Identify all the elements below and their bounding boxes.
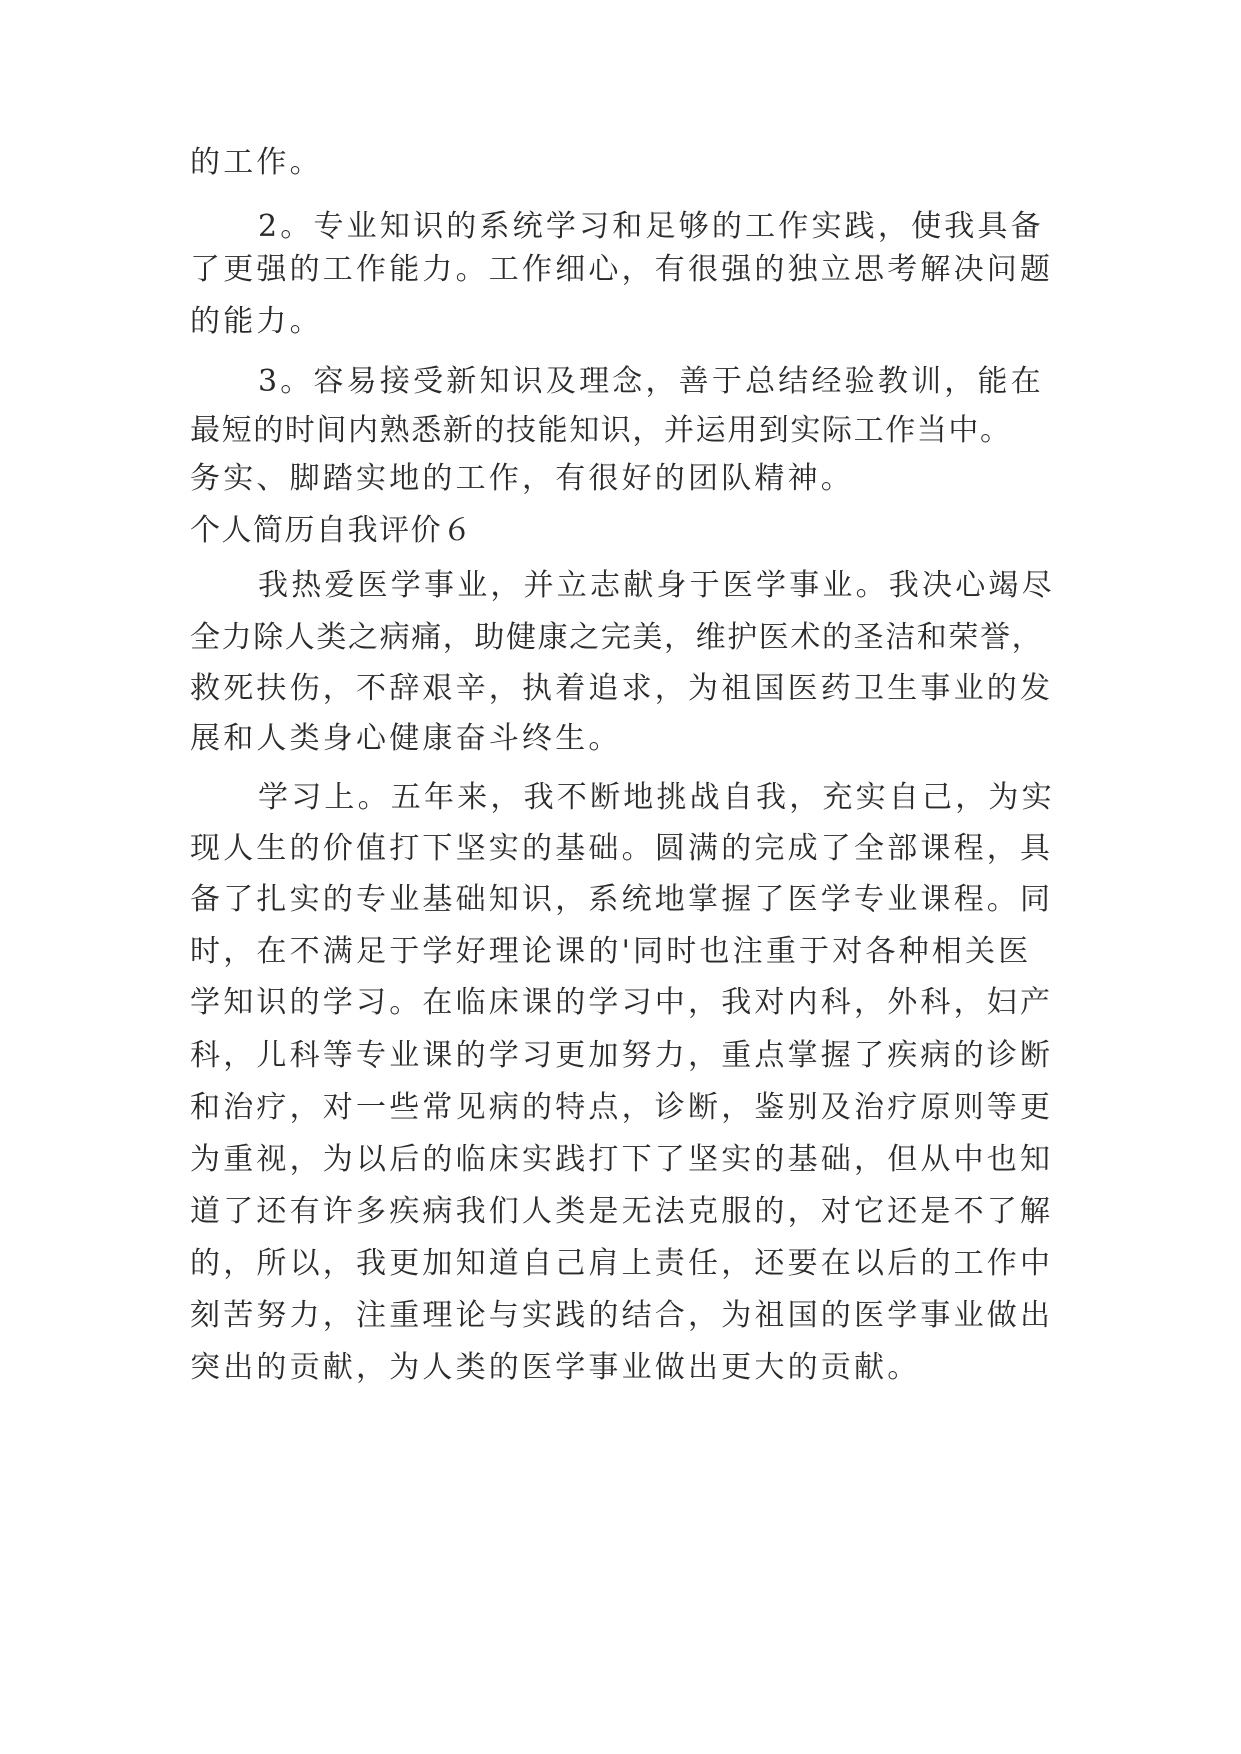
paragraph-line: 备了扎实的专业基础知识，系统地掌握了医学专业课程。同 [190,882,1054,917]
paragraph-line: 全力除人类之病痛，助健康之完美，维护医术的圣洁和荣誉， [190,620,1044,655]
paragraph-line: 时，在不满足于学好理论课的'同时也注重于对各种相关医 [190,934,1032,969]
paragraph-line: 救死扶伤，不辞艰辛，执着追求，为祖国医药卫生事业的发 [190,671,1054,706]
paragraph-line: 最短的时间内熟悉新的技能知识，并运用到实际工作当中。 [190,413,1012,448]
paragraph-line: 刻苦努力，注重理论与实践的结合，为祖国的医学事业做出 [190,1298,1054,1333]
paragraph-line: 学习上。五年来，我不断地挑战自我，充实自己，为实 [258,780,1055,815]
paragraph-line: 道了还有许多疾病我们人类是无法克服的，对它还是不了解 [190,1194,1054,1229]
paragraph-line: 为重视，为以后的临床实践打下了坚实的基础，但从中也知 [190,1142,1054,1177]
paragraph-line: 的工作。 [190,145,323,180]
paragraph-line: 突出的贡献，为人类的医学事业做出更大的贡献。 [190,1350,921,1385]
paragraph-line: 的能力。 [190,304,323,339]
paragraph-line: 务实、脚踏实地的工作，有很好的团队精神。 [190,461,854,496]
paragraph-line: 展和人类身心健康奋斗终生。 [190,721,622,756]
section-heading: 个人简历自我评价６ [190,513,474,548]
paragraph-line: 了更强的工作能力。工作细心，有很强的独立思考解决问题 [190,252,1054,287]
paragraph-line: 科，儿科等专业课的学习更加努力，重点掌握了疾病的诊断 [190,1038,1054,1073]
paragraph-line: 2。专业知识的系统学习和足够的工作实践，使我具备 [258,209,1044,244]
paragraph-line: 现人生的价值打下坚实的基础。圆满的完成了全部课程，具 [190,831,1054,866]
paragraph-line: 和治疗，对一些常见病的特点，诊断，鉴别及治疗原则等更 [190,1090,1054,1125]
paragraph-line: 3。容易接受新知识及理念，善于总结经验教训，能在 [258,364,1044,399]
paragraph-line: 我热爱医学事业，并立志献身于医学事业。我决心竭尽 [258,568,1055,603]
paragraph-line: 的，所以，我更加知道自己肩上责任，还要在以后的工作中 [190,1246,1054,1281]
paragraph-line: 学知识的学习。在临床课的学习中，我对内科，外科，妇产 [190,985,1054,1020]
